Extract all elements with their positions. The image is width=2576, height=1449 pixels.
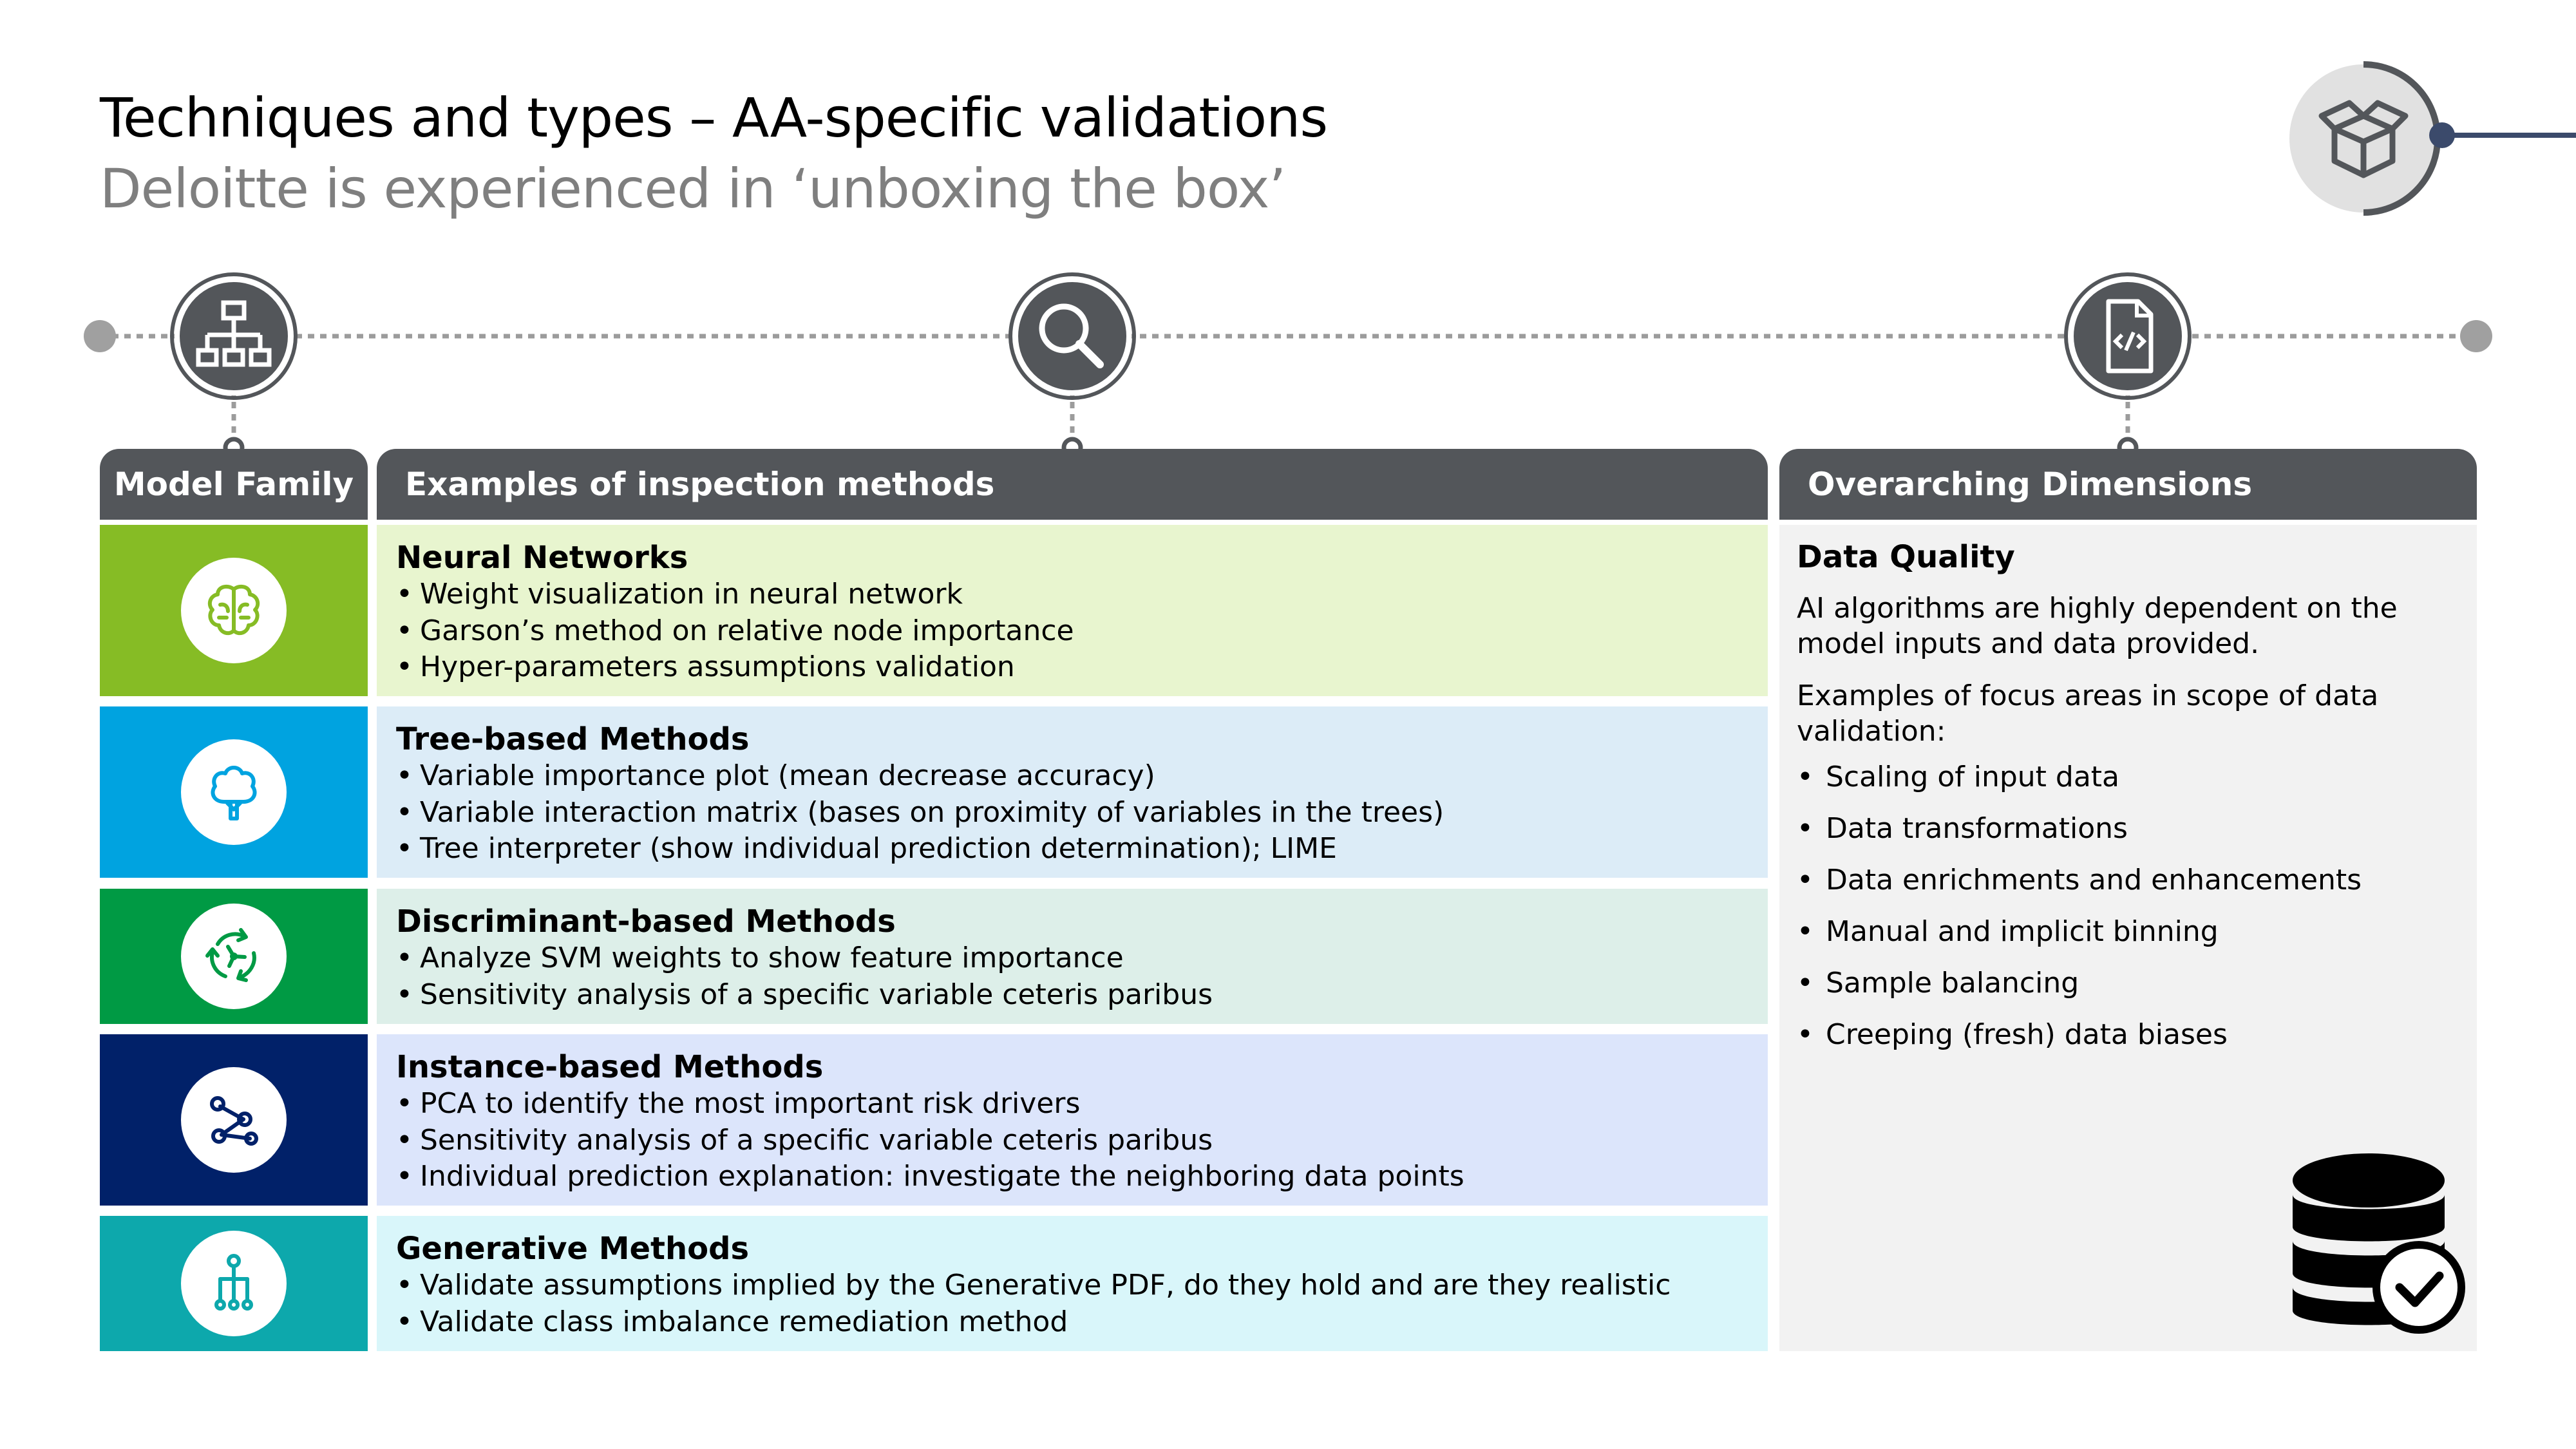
method-title: Generative Methods <box>396 1231 750 1267</box>
method-bullet: • Variable interaction matrix (bases on proximity of variables in the trees) <box>396 795 1768 831</box>
header-overarching-dimensions: Overarching Dimensions <box>1779 449 2477 520</box>
method-bullet: • Individual prediction explanation: investigate the neighboring data points <box>396 1159 1768 1195</box>
hierarchy-icon <box>172 274 296 398</box>
method-title: Instance-based Methods <box>396 1049 824 1085</box>
dimension-bullet: • Creeping (fresh) data biases <box>1797 1017 2461 1052</box>
method-bullet: • Sensitivity analysis of a specific variable ceteris paribus <box>396 977 1768 1014</box>
dimension-bullet: • Sample balancing <box>1797 965 2461 1001</box>
method-bullet: • Tree interpreter (show individual prediction determination); LIME <box>396 831 1768 867</box>
inspection-methods-tree <box>377 706 1768 878</box>
method-bullet: • Sensitivity analysis of a specific variable ceteris paribus <box>396 1122 1768 1159</box>
page-title: Techniques and types – AA-specific validations <box>100 86 1328 149</box>
inspection-methods-instance <box>377 1034 1768 1206</box>
cycle-arrows-icon <box>198 921 269 992</box>
dimension-bullet: • Scaling of input data <box>1797 759 2461 795</box>
code-document-icon <box>2066 274 2190 398</box>
method-bullet: • Weight visualization in neural network <box>396 576 1768 613</box>
database-check-icon <box>2293 1150 2467 1336</box>
method-title: Neural Networks <box>396 540 688 576</box>
dimension-paragraph: Examples of focus areas in scope of data validation: <box>1797 679 2379 748</box>
dimension-title: Data Quality <box>1797 539 2015 575</box>
method-bullet: • Analyze SVM weights to show feature importance <box>396 940 1768 977</box>
method-bullet: • Garson’s method on relative node importance <box>396 613 1768 650</box>
inspection-methods-generative <box>377 1216 1768 1351</box>
model-family-cell-neural <box>100 525 368 696</box>
open-box-icon <box>2273 52 2576 225</box>
header-inspection-methods: Examples of inspection methods <box>377 449 1768 520</box>
model-family-cell-generative <box>100 1216 368 1351</box>
model-family-cell-tree <box>100 706 368 878</box>
method-bullet: • Hyper-parameters assumptions validation <box>396 649 1768 686</box>
method-title: Tree-based Methods <box>396 721 750 757</box>
timeline-end-dot-right <box>2460 320 2492 352</box>
method-bullet: • Validate assumptions implied by the Generative PDF, do they hold and are they realistic <box>396 1267 1768 1304</box>
method-bullet: • PCA to identify the most important risk drivers <box>396 1086 1768 1122</box>
brain-icon <box>198 575 269 646</box>
dimension-bullet: • Data enrichments and enhancements <box>1797 862 2461 898</box>
dimension-bullet: • Data transformations <box>1797 811 2461 846</box>
method-title: Discriminant-based Methods <box>396 904 896 940</box>
timeline <box>0 270 2576 464</box>
method-bullet: • Variable importance plot (mean decrease accuracy) <box>396 758 1768 795</box>
magnifier-icon <box>1010 274 1134 398</box>
branching-tree-icon <box>198 1248 269 1319</box>
header-model-family: Model Family <box>100 449 368 520</box>
model-family-cell-discriminant <box>100 889 368 1024</box>
timeline-end-dot-left <box>84 320 116 352</box>
inspection-methods-neural <box>377 525 1768 696</box>
model-family-cell-instance <box>100 1034 368 1206</box>
tree-icon <box>198 757 269 828</box>
dimension-paragraph: AI algorithms are highly dependent on the model inputs and data provided. <box>1797 592 2398 660</box>
network-nodes-icon <box>198 1084 269 1155</box>
page-subtitle: Deloitte is experienced in ‘unboxing the box’ <box>100 157 1286 220</box>
dimension-bullet: • Manual and implicit binning <box>1797 914 2461 949</box>
method-bullet: • Validate class imbalance remediation method <box>396 1304 1768 1341</box>
inspection-methods-discriminant <box>377 889 1768 1024</box>
